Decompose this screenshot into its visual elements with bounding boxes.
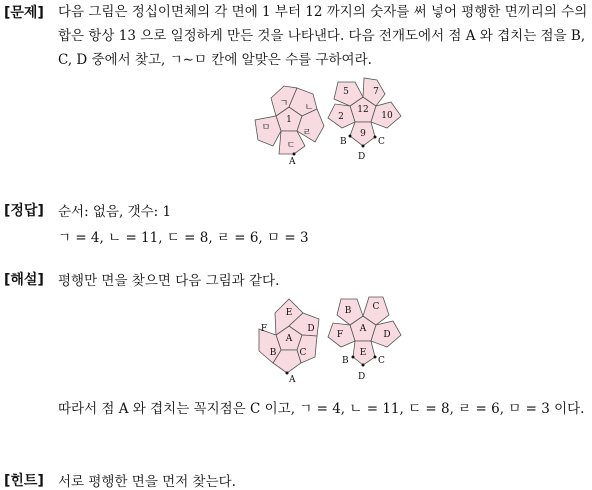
point-label: A xyxy=(289,375,296,383)
net-face-label: ㄱ xyxy=(279,99,289,109)
explanation-figure xyxy=(245,291,410,383)
net-face-label: ㄷ xyxy=(286,141,296,151)
point-label: A xyxy=(289,157,296,164)
net-face-label: C xyxy=(372,302,380,312)
net-face-label: F xyxy=(336,330,344,340)
answer-tag: [정답] xyxy=(4,203,44,219)
net-face-label: 2 xyxy=(338,112,344,122)
net-face-label: 5 xyxy=(343,87,349,97)
net-face-label: B xyxy=(344,306,352,316)
net-face-label: D xyxy=(383,330,391,340)
net-face-label: 9 xyxy=(360,129,366,139)
net-face-label: E xyxy=(285,308,293,318)
net-face-label: ㄴ xyxy=(304,103,314,113)
net-face-label: B xyxy=(269,348,277,358)
point-label: C xyxy=(378,137,385,147)
net-face-label: ㄹ xyxy=(302,128,312,138)
point-label: D xyxy=(358,372,366,382)
hint-tag: [힌트] xyxy=(4,473,44,489)
problem-text: 다음 그림은 정십이면체의 각 면에 1 부터 12 까지의 숫자를 써 넣어 평행한 면끼리의 수의 합은 항상 13 으로 일정하게 만든 것을 나타낸다. 다음 전개도에서 점 A 와 겹치는 점을 B, C, D 중에서 찾고, ㄱ∼ㅁ 칸에 알맞은 수를 구하여라. xyxy=(58,4,588,68)
explanation-intro: 평행만 면을 찾으면 다음 그림과 같다. xyxy=(58,273,280,289)
net-face-label: D xyxy=(307,324,315,334)
net-center-label: 12 xyxy=(357,105,369,115)
net-center-label: A xyxy=(359,324,367,334)
explanation-conclusion: 따라서 점 A 와 겹치는 꼭지점은 C 이고, ㄱ = 4, ㄴ = 11, ㄷ = 8, ㄹ = 6, ㅁ = 3 이다. xyxy=(58,401,585,417)
problem-tag: [문제] xyxy=(4,5,44,21)
hint-text: 서로 평행한 면을 먼저 찾는다. xyxy=(58,474,236,490)
point-label: B xyxy=(342,356,349,366)
explanation-tag: [해설] xyxy=(4,272,44,288)
answer-line-2: ㄱ = 4, ㄴ = 11, ㄷ = 8, ㄹ = 6, ㅁ = 3 xyxy=(58,230,309,246)
net-face-label: C xyxy=(299,348,307,358)
point-label: C xyxy=(378,356,385,366)
point-label: B xyxy=(340,137,347,147)
problem-figure xyxy=(245,72,410,164)
net-face-label: ㅁ xyxy=(261,123,271,133)
net-face-label: 7 xyxy=(373,87,379,97)
net-face-label: E xyxy=(359,348,367,358)
point-label: D xyxy=(358,152,366,162)
answer-line-1: 순서: 없음, 갯수: 1 xyxy=(58,204,172,220)
net-center-label: 1 xyxy=(286,115,292,125)
net-face-label: 10 xyxy=(381,111,393,121)
net-center-label: A xyxy=(285,334,293,344)
net-face-label: F xyxy=(260,324,268,334)
